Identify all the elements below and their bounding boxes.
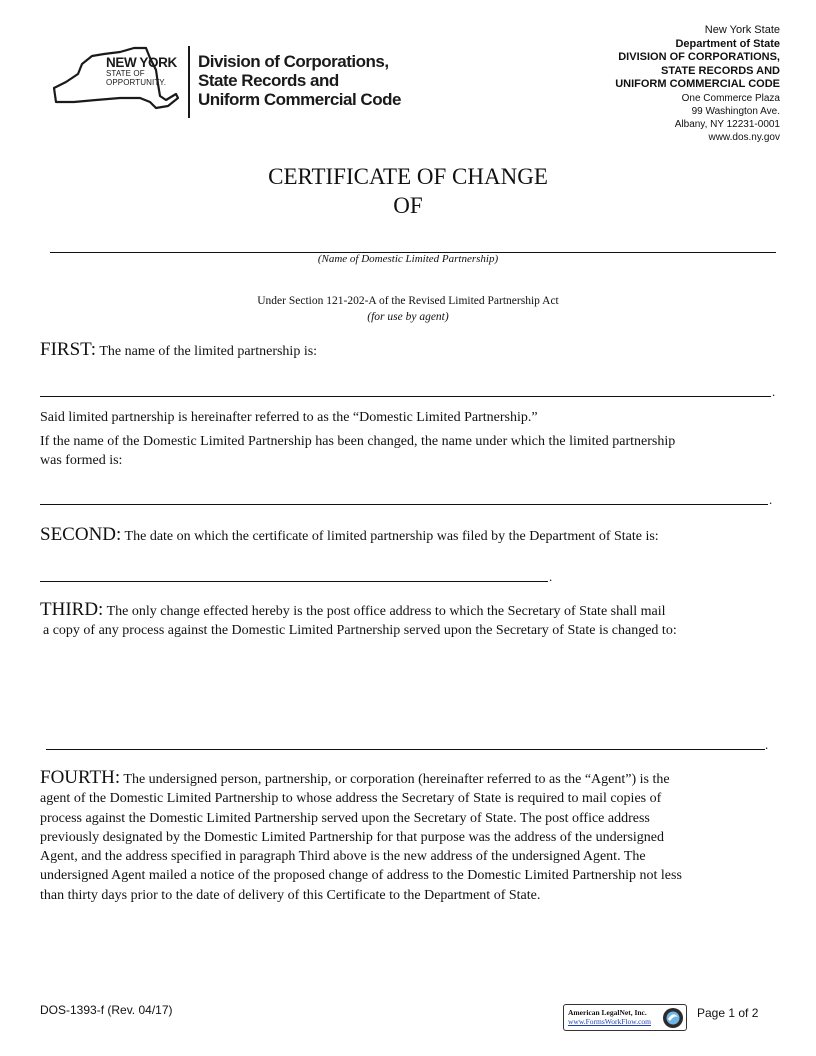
agency-address [560, 24, 780, 144]
fourth-line-7: than thirty days prior to the date of delivery of this Certificate to the Department of State. [40, 887, 541, 903]
badge-company: American LegalNet, Inc. [568, 1008, 647, 1017]
first-section [40, 340, 317, 361]
division-line-1: Division of Corporations, [198, 52, 389, 71]
new-address-line-end: . [765, 737, 769, 752]
first-note-2a: If the name of the Domestic Limited Partnership has been changed, the name under which the limited partnership [40, 434, 676, 449]
first-label: FIRST: [40, 339, 97, 360]
address-line-6: One Commerce Plaza [681, 92, 780, 104]
second-text: The date on which the certificate of limited partnership was filed by the Department of State is: [124, 529, 659, 544]
first-line-end: . [772, 384, 776, 399]
legalnet-badge[interactable] [563, 1004, 687, 1031]
logo-divider [188, 46, 190, 118]
second-label: SECOND: [40, 524, 122, 545]
fourth-line-2: agent of the Domestic Limited Partnership to whose address the Secretary of State is required to mail copies of [40, 791, 662, 807]
partnership-name-caption: (Name of Domestic Limited Partnership) [317, 253, 499, 265]
second-section [40, 525, 659, 546]
original-name-line-end: . [769, 492, 773, 507]
partnership-name-input[interactable] [40, 396, 771, 397]
first-note-2b: was formed is: [40, 453, 123, 469]
document-title-of: OF [393, 193, 423, 218]
address-line-7: 99 Washington Ave. [691, 105, 780, 117]
fourth-line-1: The undersigned person, partnership, or corporation (hereinafter referred to as the “Agent”) is the [123, 772, 670, 787]
nys-dos-logo [48, 44, 418, 122]
division-line-2: State Records and [198, 71, 339, 90]
fourth-section [40, 768, 780, 905]
fourth-line-6: undersigned Agent mailed a notice of the proposed change of address to the Domestic Limited Partnership not less [40, 868, 682, 884]
original-name-input[interactable] [40, 504, 768, 505]
third-text-1: The only change effected hereby is the post office address to which the Secretary of State shall mail [106, 604, 666, 619]
document-title: CERTIFICATE OF CHANGE [268, 164, 548, 189]
website-link[interactable]: www.dos.ny.gov [708, 131, 780, 143]
logo-tagline-1: STATE OF [106, 69, 145, 78]
filing-date-input[interactable] [40, 581, 548, 582]
fourth-label: FOURTH: [40, 767, 121, 788]
ny-wordmark [106, 56, 182, 87]
logo-state-name: NEW YORK [106, 55, 177, 70]
logo-tagline-2: OPPORTUNITY. [106, 77, 167, 87]
fourth-line-5: Agent, and the address specified in paragraph Third above is the new address of the undersigned Agent. The [40, 849, 646, 865]
third-label: THIRD: [40, 599, 104, 620]
fourth-line-4: previously designated by the Domestic Limited Partnership for that purpose was the address of the undersigned [40, 829, 665, 845]
first-note-2 [40, 432, 675, 471]
statute-usage-note: (for use by agent) [367, 311, 449, 323]
address-line-3: DIVISION OF CORPORATIONS, [618, 51, 780, 63]
new-address-input[interactable] [46, 749, 765, 750]
address-line-2: Department of State [675, 37, 780, 50]
first-text: The name of the limited partnership is: [99, 344, 318, 359]
page-number: Page 1 of 2 [697, 1006, 759, 1020]
division-name [198, 52, 438, 109]
address-line-5: UNIFORM COMMERCIAL CODE [615, 78, 780, 90]
division-line-3: Uniform Commercial Code [198, 90, 401, 109]
address-line-1: New York State [704, 24, 780, 36]
fourth-line-3: process against the Domestic Limited Partnership served upon the Secretary of State. The post office address [40, 810, 650, 826]
statute-line: Under Section 121-202-A of the Revised Limited Partnership Act [257, 295, 559, 307]
filing-date-line-end: . [549, 569, 553, 584]
badge-url[interactable]: www.FormsWorkFlow.com [568, 1017, 652, 1026]
formsworkflow-logo-icon [662, 1007, 684, 1029]
address-line-4: STATE RECORDS AND [661, 64, 780, 77]
form-id: DOS-1393-f (Rev. 04/17) [40, 1003, 173, 1017]
first-note-1: Said limited partnership is hereinafter referred to as the “Domestic Limited Partnership.” [40, 410, 538, 425]
third-text-2: a copy of any process against the Domestic Limited Partnership served upon the Secretary of State is changed to: [43, 623, 677, 639]
third-section [40, 600, 677, 641]
address-line-8: Albany, NY 12231-0001 [674, 118, 780, 130]
